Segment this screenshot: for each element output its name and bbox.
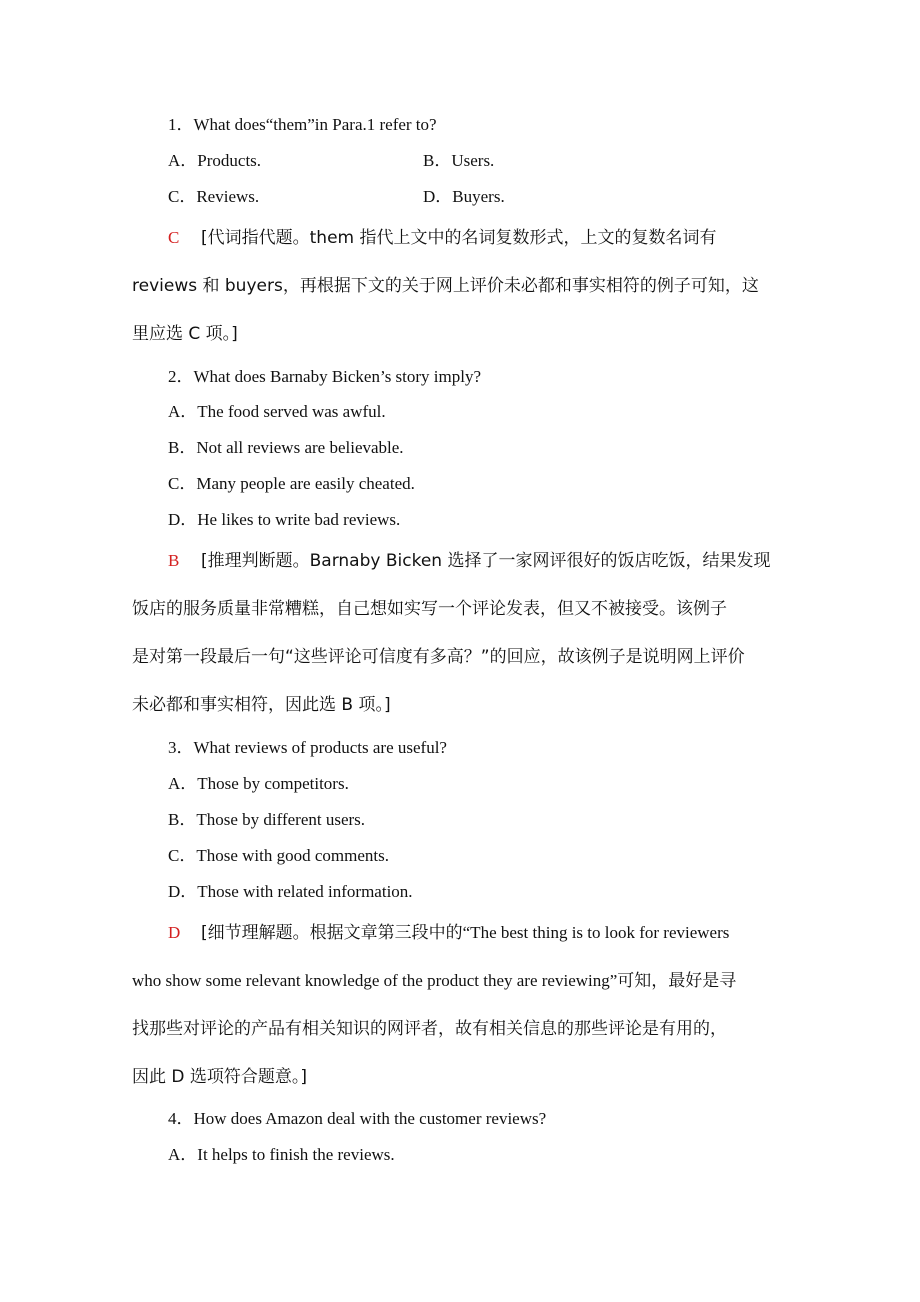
q3-option-b: B．Those by different users. <box>168 810 366 829</box>
q1-option-d: D．Buyers. <box>423 187 505 206</box>
q1-explanation-text-1: [代词指代题。them 指代上文中的名词复数形式，上文的复数名词有 <box>201 228 717 248</box>
q3-explanation-line-3: 找那些对评论的产品有相关知识的网评者，故有相关信息的那些评论是有用的， <box>132 1019 727 1039</box>
q2-explanation-line-3: 是对第一段最后一句“这些评论可信度有多高？”的回应，故该例子是说明网上评价 <box>132 647 745 667</box>
q2-option-c: C．Many people are easily cheated. <box>168 474 415 493</box>
question-3: 3．What reviews of products are useful? <box>168 738 447 757</box>
q1-option-a: A．Products. <box>168 151 262 170</box>
q3-answer: D <box>168 923 181 942</box>
question-4: 4．How does Amazon deal with the customer reviews? <box>168 1109 547 1128</box>
q2-explanation-text-1: [推理判断题。Barnaby Bicken 选择了一家网评很好的饭店吃饭，结果发现 <box>201 551 771 571</box>
q3-explanation-text-2: 可知，最好是寻 <box>617 971 737 991</box>
q2-explanation-line-2: 饭店的服务质量非常糟糕，自己想如实写一个评论发表，但又不被接受。该例子 <box>132 599 727 619</box>
q1-explanation-line-2: reviews 和 buyers，再根据下文的关于网上评价未必都和事实相符的例子可知，这 <box>132 276 759 296</box>
q3-explanation-line-1 <box>168 922 828 944</box>
q2-option-d: D．He likes to write bad reviews. <box>168 510 401 529</box>
q3-explanation-text-1a: [细节理解题。根据文章第三段中的 <box>201 923 463 943</box>
q2-option-a: A．The food served was awful. <box>168 402 386 421</box>
q1-explanation-line-1 <box>168 227 828 249</box>
q1-explanation-line-3: 里应选 C 项。] <box>132 324 238 344</box>
q2-explanation-line-1 <box>168 550 828 572</box>
q2-explanation-line-4: 未必都和事实相符，因此选 B 项。] <box>132 695 391 715</box>
q1-option-c: C．Reviews. <box>168 187 260 206</box>
q3-explanation-quote-1: “The best thing is to look for reviewers <box>462 923 730 942</box>
q3-explanation-quote-2: who show some relevant knowledge of the product they are reviewing” <box>132 971 618 990</box>
q1-answer: C <box>168 228 180 247</box>
q3-explanation-line-4: 因此 D 选项符合题意。] <box>132 1067 308 1087</box>
q4-option-a: A．It helps to finish the reviews. <box>168 1145 395 1164</box>
q3-option-c: C．Those with good comments. <box>168 846 389 865</box>
q3-explanation-line-2 <box>132 970 792 992</box>
q3-option-d: D．Those with related information. <box>168 882 413 901</box>
q3-option-a: A．Those by competitors. <box>168 774 349 793</box>
question-2: 2．What does Barnaby Bicken’s story imply? <box>168 367 482 386</box>
q2-answer: B <box>168 551 180 570</box>
question-1: 1．What does“them”in Para.1 refer to? <box>168 115 437 134</box>
q1-option-b: B．Users. <box>423 151 495 170</box>
q2-option-b: B．Not all reviews are believable. <box>168 438 404 457</box>
